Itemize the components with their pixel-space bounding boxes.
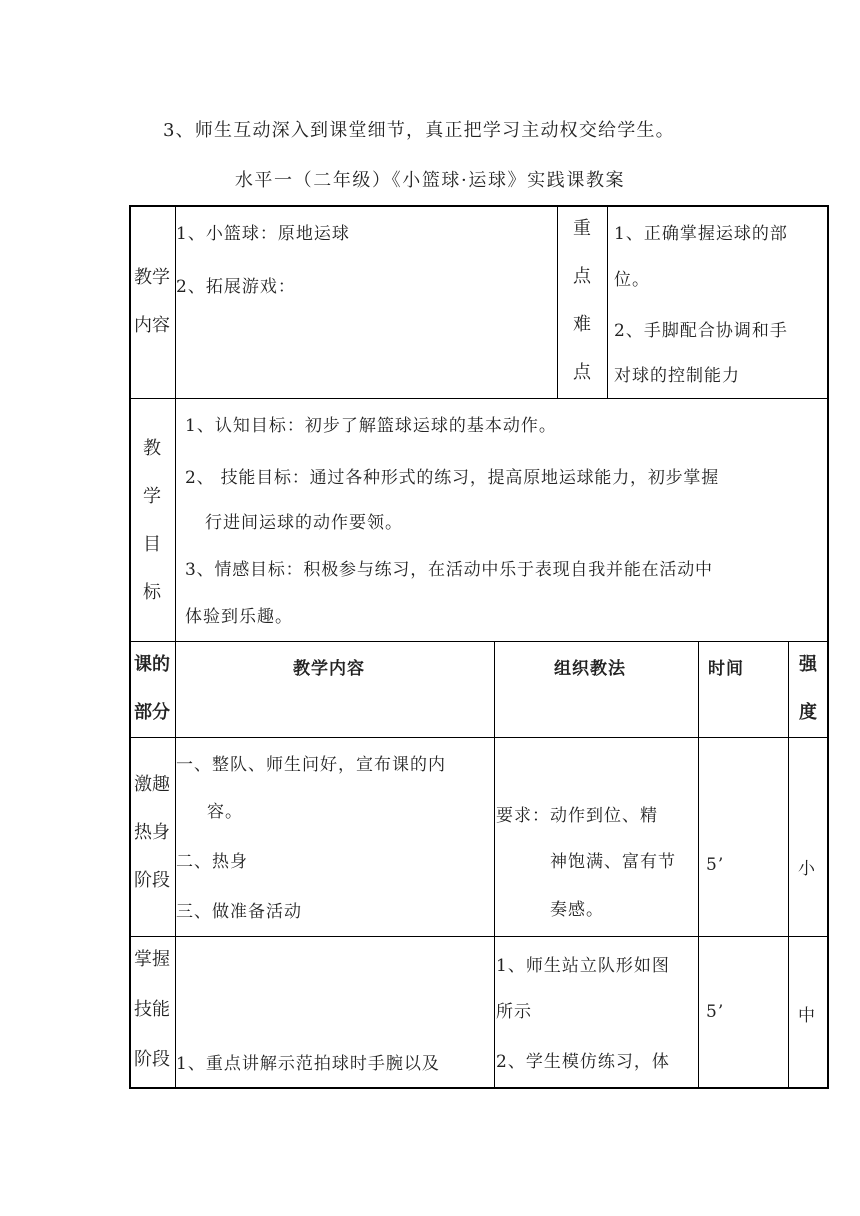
- row1-content-4: 三、做准备活动: [176, 902, 302, 922]
- key-point-line-3: 2、手脚配合协调和手: [614, 321, 788, 341]
- row2-time: 5’: [706, 1002, 725, 1022]
- header-time: 时间: [708, 659, 744, 679]
- section-label-teaching-content: 教学 内容: [134, 267, 170, 336]
- objective-skill-cont: 行进间运球的动作要领。: [205, 513, 403, 533]
- row1-time: 5’: [706, 855, 725, 875]
- row2-method-3: 2、学生模仿练习，体: [496, 1052, 670, 1072]
- document-title: 水平一（二年级）《小篮球·运球》实践课教案: [234, 170, 626, 191]
- row1-part: 激趣 热身 阶段: [134, 774, 170, 891]
- objective-affective: 3、情感目标：积极参与练习，在活动中乐于表现自我并能在活动中: [185, 560, 713, 580]
- header-part: 课的 部分: [134, 654, 170, 723]
- row2-method-2: 所示: [496, 1002, 532, 1022]
- objective-affective-cont: 体验到乐趣。: [185, 607, 293, 627]
- key-point-line-1: 1、正确掌握运球的部: [614, 224, 788, 244]
- objective-skill: 2、 技能目标：通过各种形式的练习，提高原地运球能力，初步掌握: [185, 468, 720, 488]
- row1-content-1: 一、整队、师生问好，宣布课的内: [176, 755, 446, 775]
- intro-line: 3、师生互动深入到课堂细节，真正把学习主动权交给学生。: [163, 120, 675, 141]
- row1-content-3: 二、热身: [176, 852, 248, 872]
- row2-content-1: 1、重点讲解示范拍球时手腕以及: [176, 1054, 440, 1074]
- header-method: 组织教法: [554, 659, 626, 679]
- key-point-line-2: 位。: [614, 270, 650, 290]
- section-label-teaching-objectives: 教 学 目 标: [143, 438, 161, 603]
- header-intensity: 强 度: [799, 654, 817, 723]
- row2-method-1: 1、师生站立队形如图: [496, 956, 670, 976]
- key-difficult-label: 重 点 难 点: [573, 218, 591, 383]
- content-item-2: 2、拓展游戏：: [176, 277, 296, 297]
- objective-cognitive: 1、认知目标：初步了解篮球运球的基本动作。: [185, 416, 557, 436]
- row2-intensity: 中: [798, 1006, 816, 1026]
- row1-method-3: 奏感。: [550, 900, 604, 920]
- content-item-1: 1、小篮球：原地运球: [176, 224, 350, 244]
- row1-intensity: 小: [798, 859, 816, 879]
- lesson-plan-table: [129, 205, 829, 1089]
- row1-method-1: 要求：动作到位、精: [496, 806, 658, 826]
- row1-content-2: 容。: [207, 802, 243, 822]
- header-content: 教学内容: [293, 659, 365, 679]
- row2-part: 掌握 技能 阶段: [134, 949, 170, 1070]
- row1-method-2: 神饱满、富有节: [550, 852, 676, 872]
- key-point-line-4: 对球的控制能力: [614, 366, 740, 386]
